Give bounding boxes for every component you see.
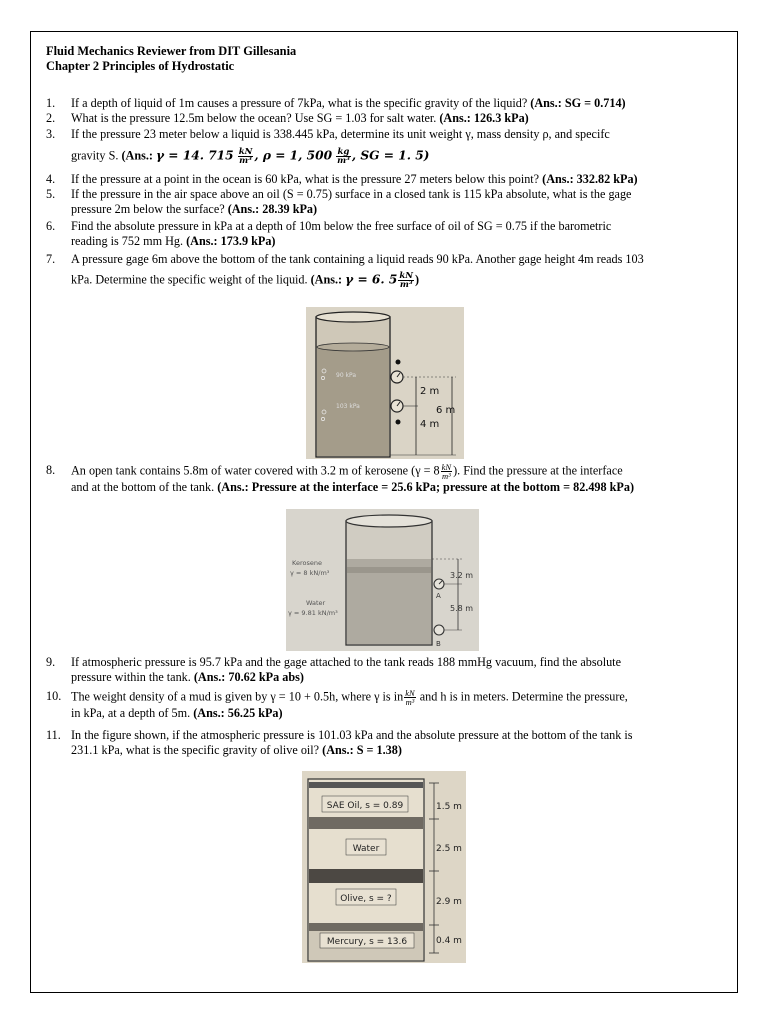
problem-text: Find the absolute pressure in kPa at a depth of 10m below the free surface of oil of SG = 0.75 if the barometric (71, 219, 612, 233)
problem-text: In the figure shown, if the atmospheric pressure is 101.03 kPa and the absolute pressure at the bottom of the tank is (71, 728, 633, 742)
gage-b-label: B (436, 640, 441, 648)
unit-fraction: $\frac{kN}{\text{m³}}$ (238, 147, 253, 166)
problem-number: 6. (46, 219, 56, 233)
problem-text: If the pressure in the air space above an oil (S = 0.75) surface in a closed tank is 115 kPa absolute, what is the gage (71, 187, 632, 201)
problem-number: 10. (46, 689, 62, 703)
dim-4m: 4 m (420, 419, 440, 430)
layer-name-oil: SAE Oil, s = 0.89 (326, 801, 404, 811)
figure-kerosene-tank (286, 509, 479, 651)
figure-pressure-gages (306, 307, 464, 459)
problem-answer: (Ans.: 70.62 kPa abs) (193, 670, 304, 684)
problem-answer: (Ans.: 332.82 kPa) (542, 172, 638, 186)
problem-text: pressure within the tank. (71, 670, 191, 684)
dim-6m: 6 m (436, 405, 456, 416)
problem-answer: (Ans.: S = 1.38) (322, 743, 402, 757)
answer-math: , SG = 1. 5) (351, 148, 430, 163)
answer-math: γ = 14. 715 (156, 148, 234, 163)
oil-surface-band (309, 782, 423, 788)
problem-text: What is the pressure 12.5m below the ocean? Use SG = 1.03 for salt water. (71, 111, 437, 125)
problem-answer-prefix: (Ans.: (121, 148, 153, 163)
problem-text: ). Find the pressure at the interface (453, 463, 623, 478)
dim-2m: 2 m (420, 386, 440, 397)
unit-fraction: $\frac{kN}{\text{m³}}$ (441, 462, 452, 481)
problem-number: 1. (46, 96, 56, 110)
chapter-title: Chapter 2 Principles of Hydrostatic (46, 59, 235, 73)
gage-a-marker (396, 360, 401, 365)
figure-layered-tank (302, 771, 466, 963)
document-header (46, 44, 296, 74)
problem-text: gravity S. (71, 148, 119, 163)
problem-number: 11. (46, 728, 61, 742)
layer-name-olive: Olive, s = ? (340, 894, 392, 904)
problem-text: If a depth of liquid of 1m causes a pressure of 7kPa, what is the specific gravity of the liquid? (71, 96, 528, 110)
problem-text: If the pressure at a point in the ocean is 60 kPa, what is the pressure 27 meters below this point? (71, 172, 540, 186)
problem-text: pressure 2m below the surface? (71, 202, 225, 216)
layer-name-mercury: Mercury, s = 13.6 (326, 937, 408, 947)
layer-name-water: Water (352, 844, 380, 854)
interface-band (347, 567, 431, 573)
problem-answer: (Ans.: 28.39 kPa) (227, 202, 318, 216)
liquid-surface (317, 343, 389, 351)
water-gamma: γ = 9.81 kN/m³ (288, 609, 338, 617)
gage-b-icon (434, 625, 444, 635)
problem-text: and h is in meters. Determine the pressure, (419, 689, 628, 704)
dim-3-2m: 3.2 m (450, 571, 474, 580)
unit-fraction: $\frac{kg}{\text{m³}}$ (337, 147, 350, 166)
answer-math: γ = 6. 5 (345, 272, 398, 287)
problem-number: 9. (46, 655, 56, 669)
problem-answer: (Ans.: 56.25 kPa) (193, 706, 283, 720)
problem-number: 2. (46, 111, 56, 125)
problem-number: 5. (46, 187, 56, 201)
problem-answer: (Ans.: SG = 0.714) (530, 96, 626, 110)
tank-rim (316, 312, 390, 322)
problem-text: in kPa, at a depth of 5m. (71, 706, 191, 720)
oil-water-interface (309, 817, 423, 829)
problem-text: The weight density of a mud is given by γ = 10 + 0.5h, where γ is in (71, 689, 404, 704)
problem-text: kPa. Determine the specific weight of the liquid. (71, 272, 308, 287)
gage-a-label: A (436, 592, 441, 600)
depth-oil: 1.5 m (436, 802, 462, 812)
problem-text: If atmospheric pressure is 95.7 kPa and the gage attached to the tank reads 188 mmHg vacuum, find the absolute (71, 655, 621, 669)
problem-number: 3. (46, 127, 56, 141)
unit-fraction: $\frac{kN}{\text{m³}}$ (399, 271, 414, 290)
figure-label-103kpa: 103 kPa (336, 403, 360, 410)
water-olive-interface (309, 869, 423, 883)
problem-answer: (Ans.: Pressure at the interface = 25.6 kPa; pressure at the bottom = 82.498 kPa) (217, 480, 635, 494)
depth-water: 2.5 m (436, 844, 462, 854)
kerosene-label: Kerosene (292, 559, 322, 567)
problem-text: An open tank contains 5.8m of water covered with 3.2 m of kerosene (γ = 8 (71, 463, 440, 478)
document-title: Fluid Mechanics Reviewer from DIT Gillesania (46, 44, 297, 58)
depth-olive: 2.9 m (436, 897, 462, 907)
figure-label-90kpa: 90 kPa (336, 372, 357, 379)
olive-mercury-interface (309, 923, 423, 931)
problem-answer: (Ans.: 173.9 kPa) (186, 234, 276, 248)
problem-text: and at the bottom of the tank. (71, 480, 215, 494)
problem-number: 4. (46, 172, 56, 186)
problem-text: reading is 752 mm Hg. (71, 234, 184, 248)
gage-b-marker (396, 420, 401, 425)
water-label: Water (306, 599, 326, 607)
liquid (317, 347, 389, 456)
tank-rim (346, 515, 432, 527)
problem-number: 8. (46, 463, 56, 477)
problem-number: 7. (46, 252, 56, 266)
problem-answer: (Ans.: 126.3 kPa) (439, 111, 529, 125)
answer-math: , ρ = 1, 500 (254, 148, 333, 163)
answer-close: ) (415, 272, 420, 287)
kerosene-gamma: γ = 8 kN/m³ (290, 569, 330, 577)
unit-fraction: $\frac{kN}{\text{m³}}$ (405, 688, 415, 707)
problem-text: A pressure gage 6m above the bottom of the tank containing a liquid reads 90 kPa. Another gage height 4m reads 103 (71, 252, 644, 266)
problem-answer-prefix: (Ans.: (310, 272, 343, 287)
problem-text: If the pressure 23 meter below a liquid is 338.445 kPa, determine its unit weight γ, mass density ρ, and specifc (71, 127, 610, 141)
problem-text: 231.1 kPa, what is the specific gravity of olive oil? (71, 743, 320, 757)
depth-mercury: 0.4 m (436, 936, 462, 946)
dim-5-8m: 5.8 m (450, 604, 474, 613)
